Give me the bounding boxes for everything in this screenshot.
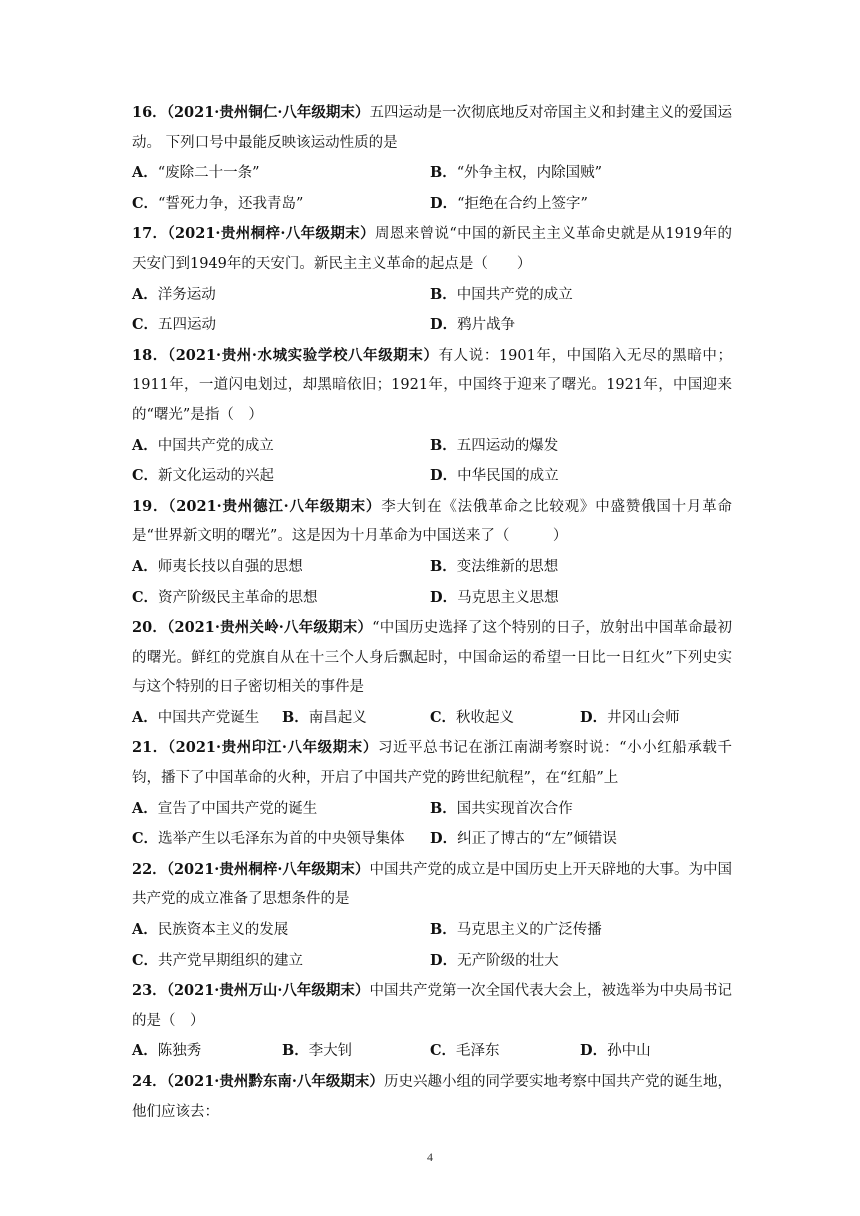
question-source: （2021·贵州铜仁·八年级期末） xyxy=(166,104,370,121)
option-d[interactable]: D．鸦片战争 xyxy=(430,316,516,334)
question-stem xyxy=(132,1067,732,1127)
option-a[interactable]: A．陈独秀 xyxy=(132,1042,202,1060)
question-number: 20． xyxy=(132,619,168,637)
option-c[interactable]: C．五四运动 xyxy=(132,316,217,334)
question-stem xyxy=(132,976,732,1036)
question-stem xyxy=(132,219,732,279)
option-d[interactable]: D．纠正了博古的“左”倾错误 xyxy=(430,830,617,848)
question-source: （2021·贵州万山·八年级期末） xyxy=(166,982,370,1000)
question-number: 21． xyxy=(132,739,168,757)
question-20 xyxy=(132,613,732,733)
option-a[interactable]: A．洋务运动 xyxy=(132,285,216,303)
question-source: （2021·贵州桐梓·八年级期末） xyxy=(166,860,370,878)
option-b[interactable]: B．“外争主权，内除国贼” xyxy=(430,164,603,182)
question-number: 17． xyxy=(132,225,168,243)
question-stem xyxy=(132,733,732,793)
option-b[interactable]: B．马克思主义的广泛传播 xyxy=(430,921,602,939)
question-source: （2021·贵州印江·八年级期末） xyxy=(167,739,378,757)
question-source: （2021·贵州桐梓·八年级期末） xyxy=(167,225,375,243)
question-23 xyxy=(132,976,732,1067)
question-16 xyxy=(132,98,732,219)
option-list xyxy=(132,280,732,341)
question-17 xyxy=(132,219,732,340)
option-c[interactable]: C．秋收起义 xyxy=(430,708,515,726)
option-c[interactable]: C．毛泽东 xyxy=(430,1042,500,1060)
option-b[interactable]: B．变法维新的思想 xyxy=(430,557,559,575)
option-d[interactable]: D．无产阶级的壮大 xyxy=(430,951,559,969)
option-list xyxy=(132,915,732,976)
page-number: 4 xyxy=(427,1150,433,1164)
question-stem xyxy=(132,341,732,431)
question-21 xyxy=(132,733,732,854)
question-text: “中国历史选择了这个特别的日子，放射出中国革命最初的曙光。鲜红的党旗自从在十三个人身后飘起时，中国命运的希望一日比一日红火”下列史实与这个特别的日子密切相关的事件是 xyxy=(132,620,732,696)
question-source: （2021·贵州·水城实验学校八年级期末） xyxy=(167,346,439,364)
question-18 xyxy=(132,341,732,492)
option-list xyxy=(132,158,732,219)
option-a[interactable]: A．民族资本主义的发展 xyxy=(132,921,289,939)
option-b[interactable]: B．中国共产党的成立 xyxy=(430,285,573,303)
question-source: （2021·贵州德江·八年级期末） xyxy=(168,497,382,515)
question-stem xyxy=(132,855,732,915)
question-number: 16． xyxy=(132,104,167,121)
option-c[interactable]: C．选举产生以毛泽东为首的中央领导集体 xyxy=(132,830,405,848)
question-source: （2021·贵州黔东南·八年级期末） xyxy=(166,1073,384,1090)
option-b[interactable]: B．南昌起义 xyxy=(282,708,367,726)
question-text: 有人说：1901年，中国陷入无尽的黑暗中；1911年，一道闪电划过，却黑暗依旧；1921年，中国终于迎来了曙光。1921年，中国迎来的“曙光”是指（ ） xyxy=(132,347,732,423)
option-list xyxy=(132,703,732,734)
option-b[interactable]: B．李大钊 xyxy=(282,1042,353,1060)
option-d[interactable]: D．中华民国的成立 xyxy=(430,467,559,485)
question-24 xyxy=(132,1067,732,1127)
question-text: 五四运动是一次彻底地反对帝国主义和封建主义的爱国运动。 下列口号中最能反映该运动性质的是 xyxy=(132,105,733,151)
question-number: 22． xyxy=(132,860,167,878)
option-d[interactable]: D．马克思主义思想 xyxy=(430,588,559,606)
question-number: 18． xyxy=(132,346,168,364)
question-stem xyxy=(132,613,732,703)
question-source: （2021·贵州关岭·八年级期末） xyxy=(167,619,373,637)
option-c[interactable]: C．共产党早期组织的建立 xyxy=(132,951,304,969)
question-text: 历史兴趣小组的同学要实地考察中国共产党的诞生地，他们应该去： xyxy=(132,1074,732,1120)
option-a[interactable]: A．“废除二十一条” xyxy=(132,164,260,182)
option-b[interactable]: B．国共实现首次合作 xyxy=(430,799,573,817)
option-list xyxy=(132,1036,732,1067)
option-a[interactable]: A．宣告了中国共产党的诞生 xyxy=(132,799,318,817)
question-number: 24． xyxy=(132,1073,167,1090)
option-d[interactable]: D．孙中山 xyxy=(580,1042,651,1060)
option-d[interactable]: D．“拒绝在合约上签字” xyxy=(430,194,588,212)
question-number: 23． xyxy=(132,982,167,1000)
option-b[interactable]: B．五四运动的爆发 xyxy=(430,436,559,454)
question-number: 19． xyxy=(132,497,169,515)
question-list xyxy=(132,98,732,1127)
question-22 xyxy=(132,855,732,976)
question-19 xyxy=(132,492,732,613)
option-list xyxy=(132,552,732,613)
question-text: 中国共产党的成立是中国历史上开天辟地的大事。为中国共产党的成立准备了思想条件的是 xyxy=(132,861,733,908)
question-text: 周恩来曾说“中国的新民主主义革命史就是从1919年的天安门到1949年的天安门。新民主主义革命的起点是（ ） xyxy=(132,226,733,272)
option-c[interactable]: C．“誓死力争，还我青岛” xyxy=(132,194,304,212)
option-list xyxy=(132,431,732,492)
question-text: 李大钊在《法俄革命之比较观》中盛赞俄国十月革命是“世界新文明的曙光”。这是因为十月革命为中国送来了（ ） xyxy=(132,498,733,545)
question-stem xyxy=(132,492,732,552)
option-d[interactable]: D．井冈山会师 xyxy=(580,708,680,726)
option-c[interactable]: C．资产阶级民主革命的思想 xyxy=(132,588,318,606)
option-c[interactable]: C．新文化运动的兴起 xyxy=(132,467,275,485)
option-a[interactable]: A．中国共产党的成立 xyxy=(132,436,274,454)
option-list xyxy=(132,794,732,855)
option-a[interactable]: A．中国共产党诞生 xyxy=(132,708,260,726)
question-text: 习近平总书记在浙江南湖考察时说：“小小红船承载千钧，播下了中国革命的火种，开启了中国共产党的跨世纪航程”，在“红船”上 xyxy=(132,740,732,787)
question-stem xyxy=(132,98,732,158)
option-a[interactable]: A．师夷长技以自强的思想 xyxy=(132,557,303,575)
question-text: 中国共产党第一次全国代表大会上，被选举为中央局书记的是（ ） xyxy=(132,983,733,1029)
